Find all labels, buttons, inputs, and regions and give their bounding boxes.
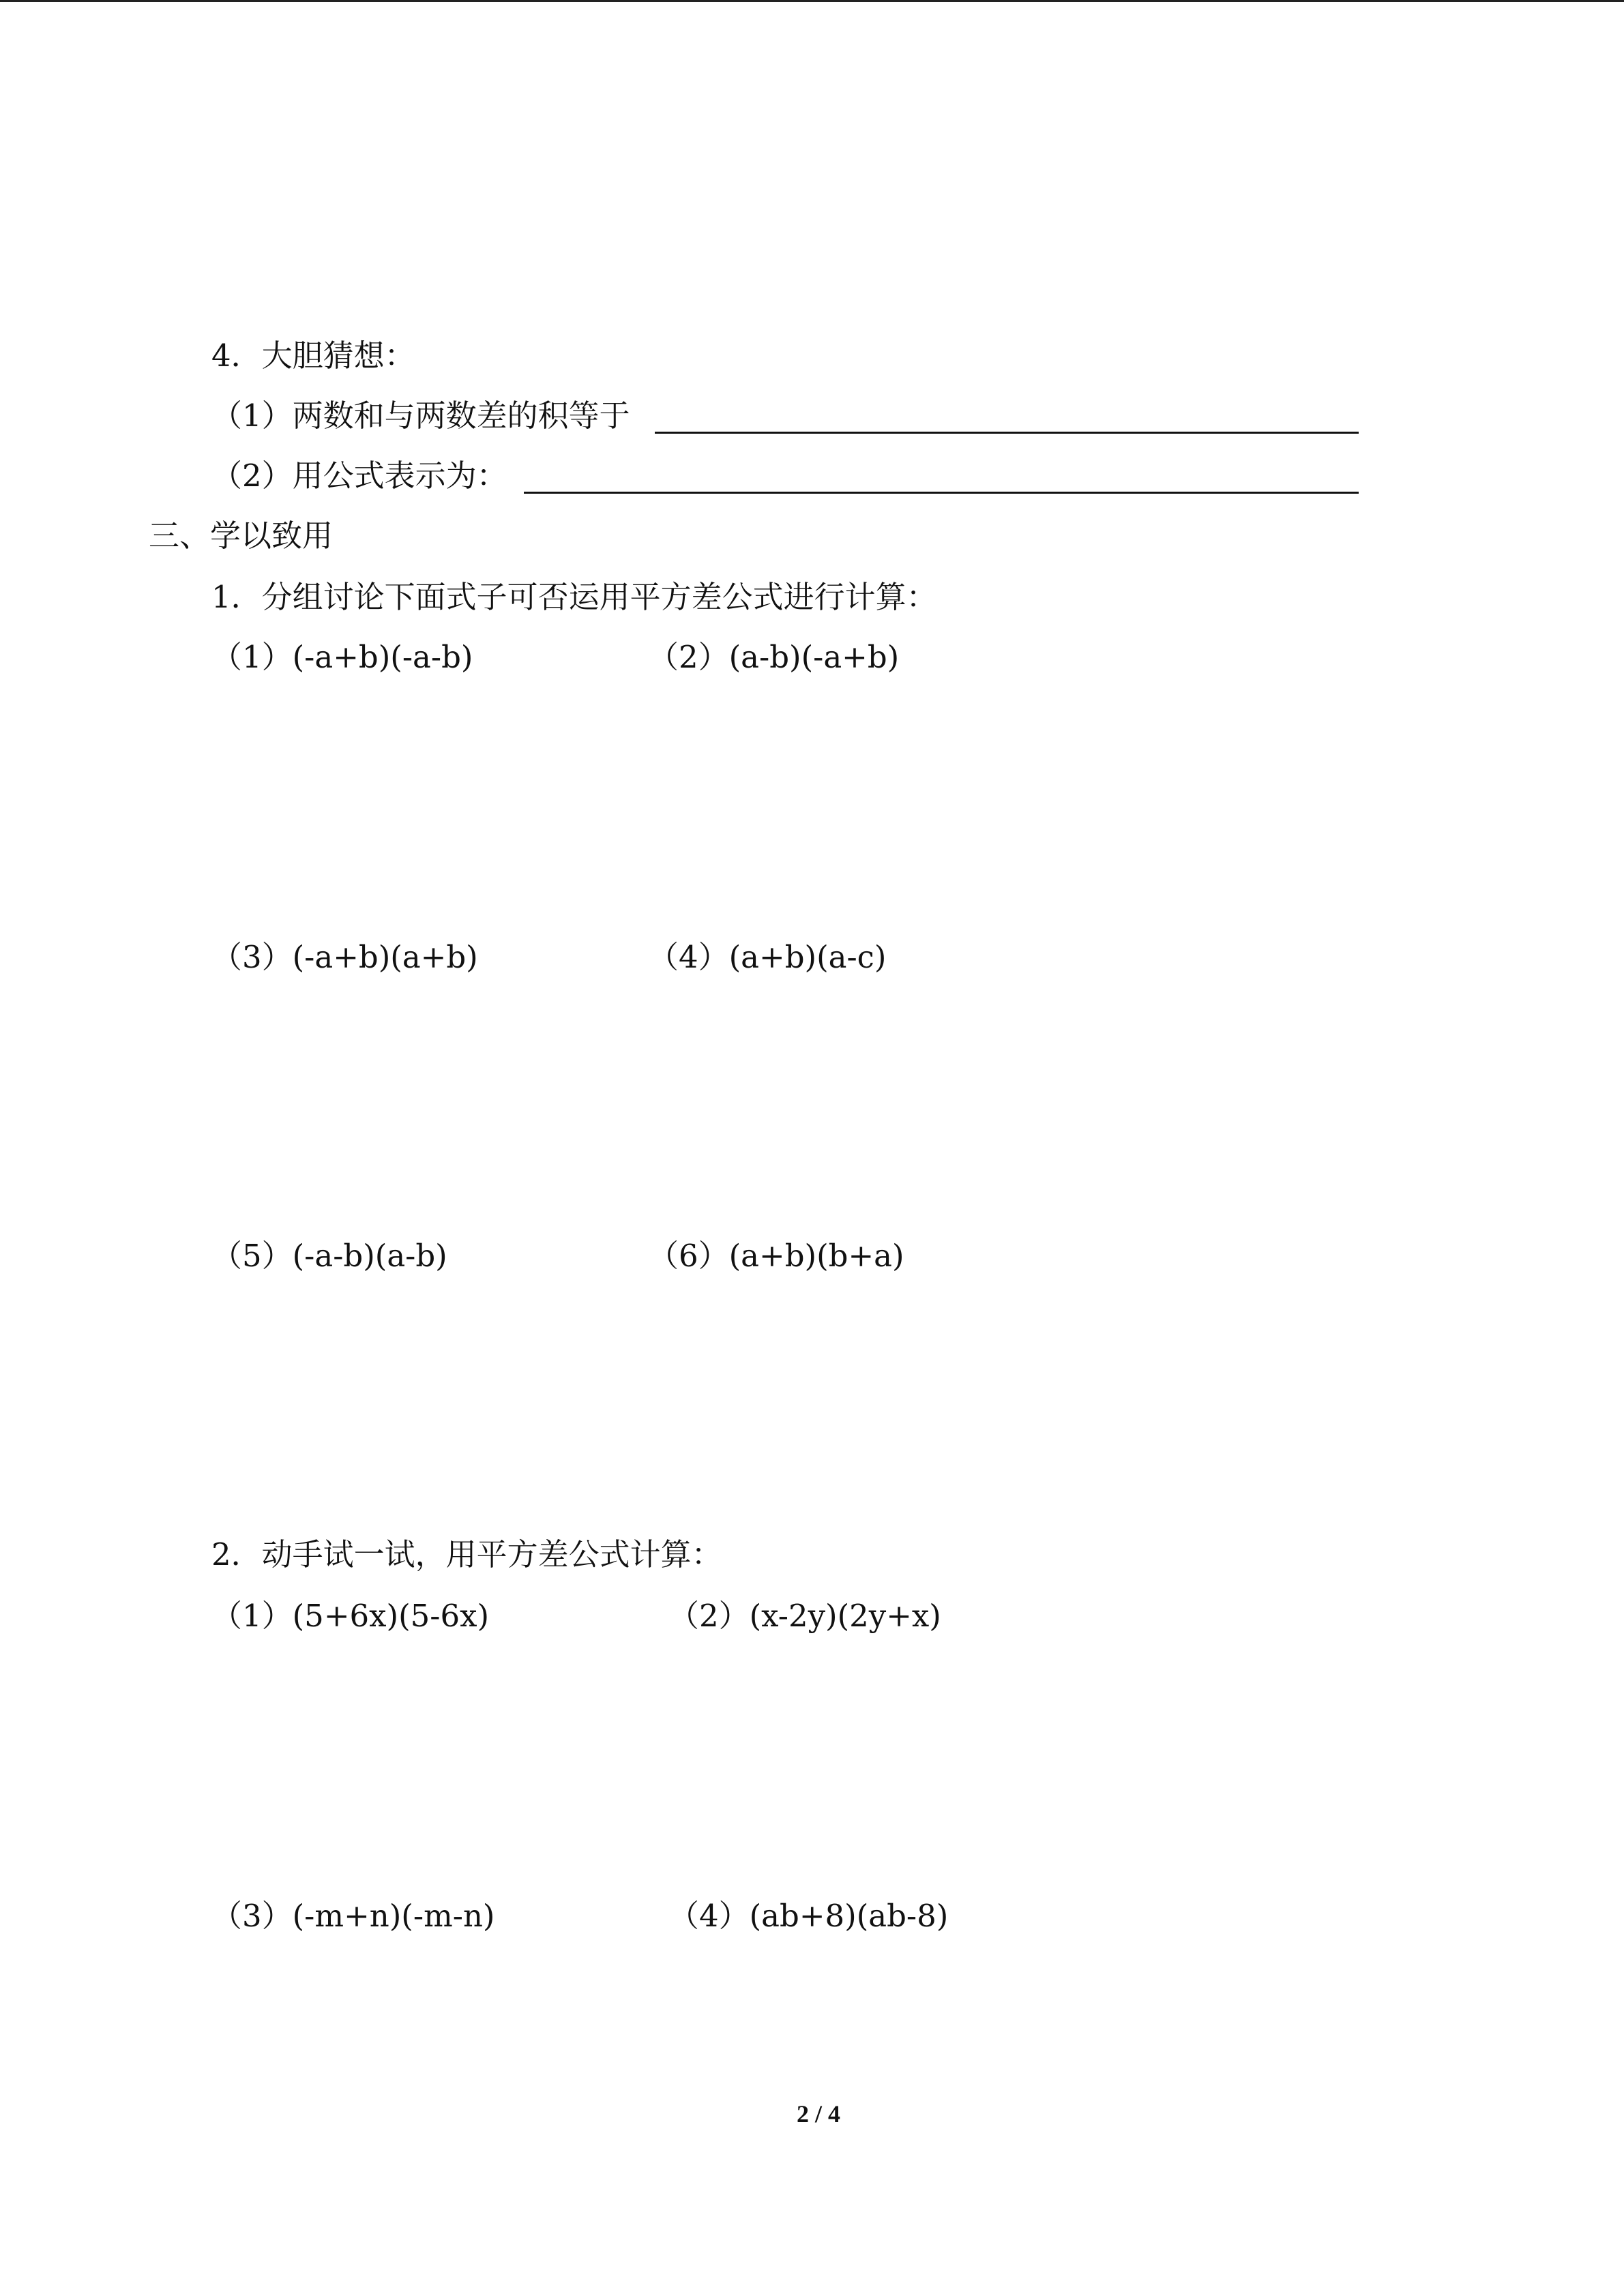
guess-line1-label: （1）两数和与两数差的积等于 <box>211 398 630 434</box>
q1-prompt: 1．分组讨论下面式子可否运用平方差公式进行计算： <box>211 579 937 615</box>
guess-line1-blank[interactable] <box>655 432 1359 434</box>
q1-item-4: （4）(a+b)(a-c) <box>648 939 887 975</box>
q1-item-5: （5）(-a-b)(a-b) <box>211 1238 447 1274</box>
section4-heading: 4．大胆猜想： <box>211 338 415 374</box>
guess-line2-label: （2）用公式表示为： <box>211 458 507 494</box>
q1-item-1: （1）(-a+b)(-a-b) <box>211 639 473 675</box>
q2-item-1: （1）(5+6x)(5-6x) <box>211 1598 490 1634</box>
q1-item-6: （6）(a+b)(b+a) <box>648 1238 904 1274</box>
q2-item-2: （2）(x-2y)(2y+x) <box>668 1598 941 1634</box>
guess-line2-blank[interactable] <box>524 492 1359 494</box>
q1-item-3: （3）(-a+b)(a+b) <box>211 939 478 975</box>
q2-item-3: （3）(-m+n)(-m-n) <box>211 1898 495 1934</box>
q1-item-2: （2）(a-b)(-a+b) <box>648 639 900 675</box>
q2-prompt: 2．动手试一试，用平方差公式计算： <box>211 1536 722 1572</box>
section3-heading: 三、学以致用 <box>149 518 334 554</box>
page-top-border <box>0 0 1624 2</box>
page-number: 2 / 4 <box>796 2100 840 2128</box>
q2-item-4: （4）(ab+8)(ab-8) <box>668 1898 949 1934</box>
